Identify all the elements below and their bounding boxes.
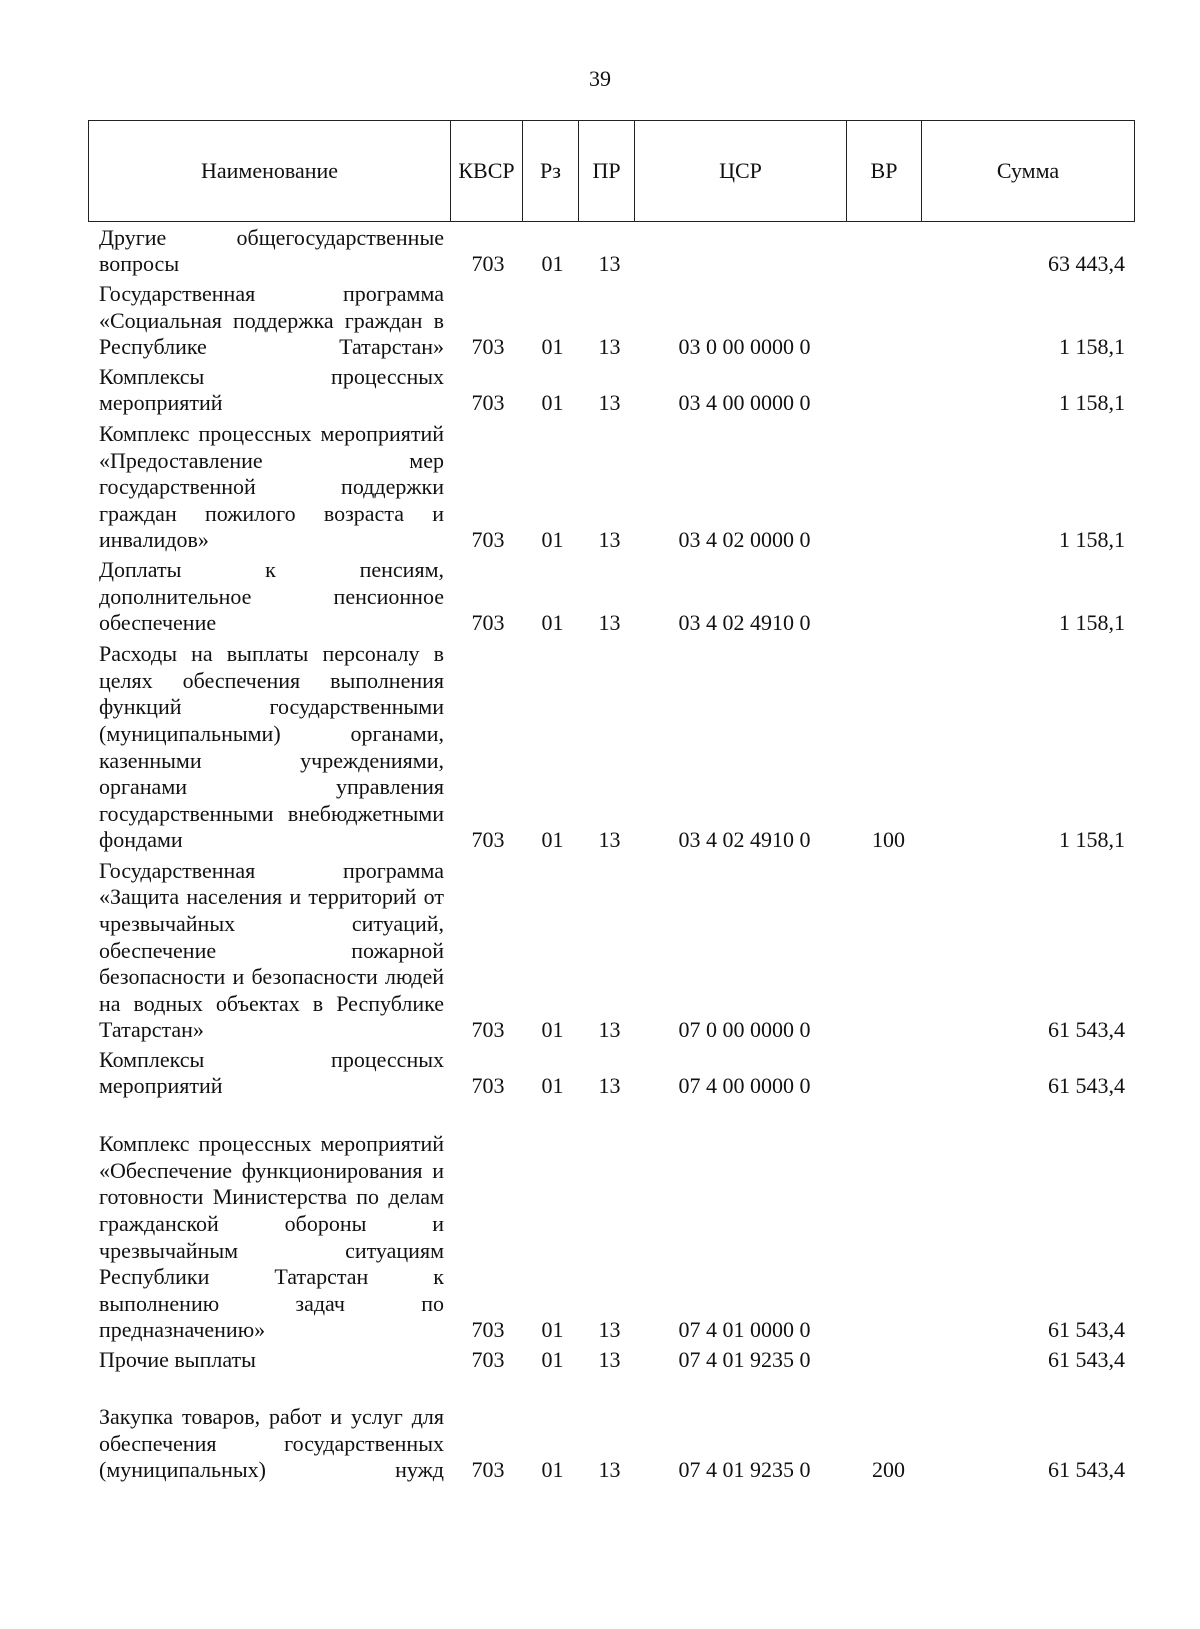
row-csr: 07 4 01 0000 0 <box>678 1317 811 1343</box>
row-vr: 200 <box>872 1457 905 1483</box>
table-row <box>88 361 1135 417</box>
row-sum: 63 443,4 <box>1048 251 1125 277</box>
row-pr: 13 <box>598 251 621 277</box>
page-number: 39 <box>589 66 611 91</box>
column-header-kvsr: КВСР <box>451 121 523 221</box>
row-sum: 1 158,1 <box>1059 390 1125 416</box>
row-rz: 01 <box>541 527 564 553</box>
row-rz: 01 <box>541 1457 564 1483</box>
table-row <box>88 1100 1135 1344</box>
row-name: Закупка товаров, работ и услуг для обеспечения государственных (муниципальных) нужд <box>99 1404 444 1483</box>
row-pr: 13 <box>598 1457 621 1483</box>
row-kvsr: 703 <box>471 251 505 277</box>
table-row <box>88 417 1135 554</box>
row-csr: 03 0 00 0000 0 <box>678 334 811 360</box>
row-pr: 13 <box>598 827 621 853</box>
column-header-vr: ВР <box>847 121 922 221</box>
table-row <box>88 1044 1135 1100</box>
row-rz: 01 <box>541 1347 564 1373</box>
row-kvsr: 703 <box>471 1457 505 1483</box>
row-sum: 1 158,1 <box>1059 827 1125 853</box>
row-sum: 1 158,1 <box>1059 527 1125 553</box>
table-row <box>88 1374 1135 1484</box>
row-kvsr: 703 <box>471 1317 505 1343</box>
row-name: Расходы на выплаты персоналу в целях обеспечения выполнения функций государственными (муниципальными) органами, казенными учреждениями, органами управления государственными внебюджетными фондами <box>99 641 444 853</box>
table-row <box>88 1344 1135 1374</box>
row-sum: 61 543,4 <box>1048 1317 1125 1343</box>
table-row <box>88 278 1135 361</box>
row-rz: 01 <box>541 390 564 416</box>
row-csr: 03 4 02 4910 0 <box>678 827 811 853</box>
row-kvsr: 703 <box>471 334 505 360</box>
row-name: Государственная программа «Защита населения и территорий от чрезвычайных ситуаций, обеспечение пожарной безопасности и безопасности людей на водных объектах в Республике Татарстан» <box>99 857 444 1043</box>
column-header-name: Наименование <box>89 121 451 221</box>
row-name: Прочие выплаты <box>99 1347 256 1373</box>
row-csr: 03 4 00 0000 0 <box>678 390 811 416</box>
row-pr: 13 <box>598 334 621 360</box>
table-body <box>88 224 1135 1484</box>
row-rz: 01 <box>541 1073 564 1099</box>
row-pr: 13 <box>598 610 621 636</box>
table-row <box>88 637 1135 854</box>
row-pr: 13 <box>598 527 621 553</box>
row-kvsr: 703 <box>471 1073 505 1099</box>
row-sum: 1 158,1 <box>1059 334 1125 360</box>
row-pr: 13 <box>598 1073 621 1099</box>
row-rz: 01 <box>541 827 564 853</box>
row-rz: 01 <box>541 334 564 360</box>
row-name: Другие общегосударственные вопросы <box>99 224 444 277</box>
table-row <box>88 224 1135 278</box>
row-name: Доплаты к пенсиям, дополнительное пенсионное обеспечение <box>99 557 444 636</box>
row-kvsr: 703 <box>471 827 505 853</box>
row-pr: 13 <box>598 1317 621 1343</box>
row-name: Комплексы процессных мероприятий <box>99 1046 444 1099</box>
row-kvsr: 703 <box>471 610 505 636</box>
row-rz: 01 <box>541 1317 564 1343</box>
column-header-rz: Рз <box>523 121 579 221</box>
row-pr: 13 <box>598 1347 621 1373</box>
row-pr: 13 <box>598 1017 621 1043</box>
row-name: Государственная программа «Социальная поддержка граждан в Республике Татарстан» <box>99 281 444 360</box>
column-header-pr: ПР <box>579 121 635 221</box>
row-name: Комплексы процессных мероприятий <box>99 363 444 416</box>
row-rz: 01 <box>541 610 564 636</box>
row-name: Комплекс процессных мероприятий «Предоставление мер государственной поддержки граждан пожилого возраста и инвалидов» <box>99 421 444 553</box>
row-rz: 01 <box>541 251 564 277</box>
row-csr: 07 4 01 9235 0 <box>678 1347 811 1373</box>
row-sum: 61 543,4 <box>1048 1017 1125 1043</box>
row-csr: 07 0 00 0000 0 <box>678 1017 811 1043</box>
row-name: Комплекс процессных мероприятий «Обеспечение функционирования и готовности Министерства по делам гражданской обороны и чрезвычайным ситуациям Республики Татарстан к выполнению задач по предназначению» <box>99 1131 444 1343</box>
row-csr: 03 4 02 0000 0 <box>678 527 811 553</box>
table-row <box>88 854 1135 1044</box>
row-rz: 01 <box>541 1017 564 1043</box>
row-csr: 07 4 01 9235 0 <box>678 1457 811 1483</box>
row-kvsr: 703 <box>471 1347 505 1373</box>
column-header-sum: Сумма <box>996 158 1060 183</box>
row-sum: 61 543,4 <box>1048 1347 1125 1373</box>
row-kvsr: 703 <box>471 390 505 416</box>
table-row <box>88 554 1135 637</box>
row-sum: 61 543,4 <box>1048 1073 1125 1099</box>
column-header-csr: ЦСР <box>635 121 847 221</box>
row-sum: 1 158,1 <box>1059 610 1125 636</box>
row-pr: 13 <box>598 390 621 416</box>
row-csr: 07 4 00 0000 0 <box>678 1073 811 1099</box>
row-kvsr: 703 <box>471 1017 505 1043</box>
row-kvsr: 703 <box>471 527 505 553</box>
table-header <box>88 120 1135 222</box>
row-csr: 03 4 02 4910 0 <box>678 610 811 636</box>
row-sum: 61 543,4 <box>1048 1457 1125 1483</box>
row-vr: 100 <box>872 827 905 853</box>
